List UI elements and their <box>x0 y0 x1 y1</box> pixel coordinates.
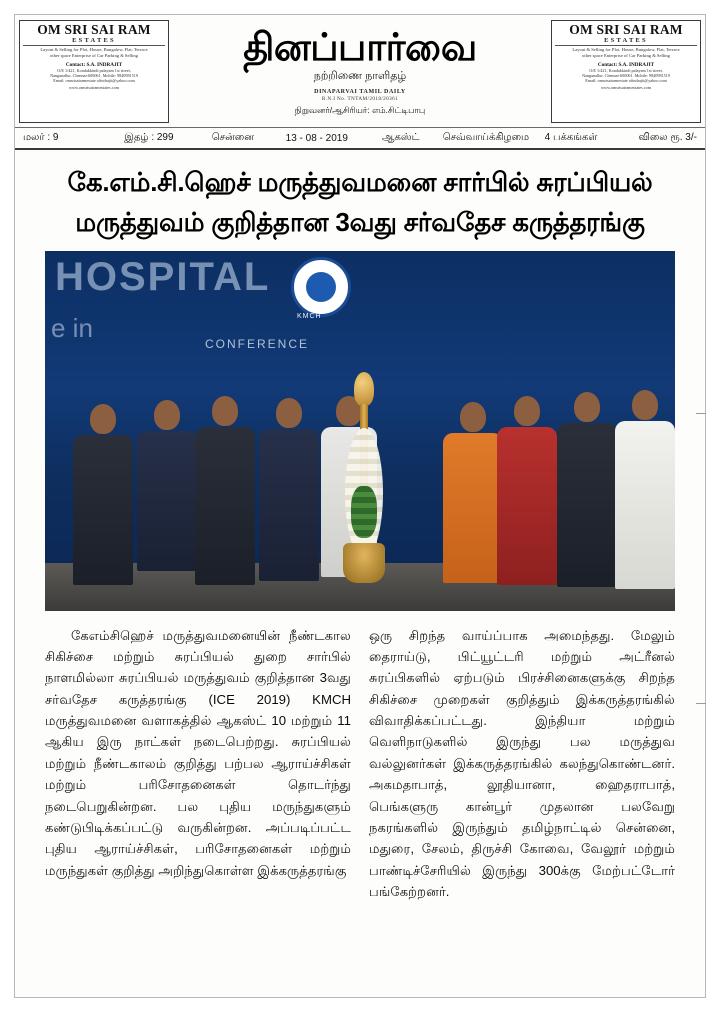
person-head <box>574 392 600 422</box>
newspaper-title: தினப்பார்வை <box>243 27 477 70</box>
ad-left-address: O/E 1/421, Kondakkindi palayam 1st street, <box>57 67 131 73</box>
garland-leaves <box>351 486 377 538</box>
photo-person <box>259 398 319 581</box>
person-body <box>137 431 197 571</box>
lamp-base <box>343 543 385 583</box>
person-body <box>615 421 675 589</box>
page-edge-tick <box>696 703 706 704</box>
article-paragraph: கேஎம்சிஹெச் மருத்துவமனையின் நீண்டகால சிகிச்சை மற்றும் சுரப்பியல் துறை சார்பில் நாளமில்லா சுரப்பியல் மருத்துவம் குறித்தான 3வது சர்வதேச கருத்தரங்கு (ICE 2019) KMCH மருத்துவமனை வளாகத்தில் ஆகஸ்ட் 10 மற்றும் 11 ஆகிய இரு நாட்கள் நடைபெற்றது. சுரப்பியல் மற்றும் நீண்டகாலம் குறித்து பற்பல ஆராய்ச்சிகள் மற்றும் பரிசோதனைகள் தொடர்ந்து நடைபெறுகின்றன. பல புதிய மருந்துகளும் கண்டுபிடிக்கப்பட்டு வருகின்றன. அப்படிப்பட்ட புதிய ஆராய்ச்சிகள், பரிசோதனைகள் மற்றும் மருந்துகள் குறித்து அறிந்துகொள்ள இக்கருத்தரங்கு <box>45 627 351 878</box>
article-column-left <box>45 625 351 903</box>
ad-right-website[interactable]: www.omsrisairamestates.com <box>601 84 651 90</box>
kuthuvilakku-lamp-icon <box>341 368 387 583</box>
person-head <box>514 396 540 426</box>
ad-left[interactable] <box>19 20 169 123</box>
article-photo <box>45 251 675 611</box>
article-column-right <box>369 625 675 903</box>
newspaper-english-name: DINAPARVAI TAMIL DAILY <box>314 88 406 95</box>
photo-person <box>497 396 557 585</box>
person-body <box>73 435 133 585</box>
person-head <box>632 390 658 420</box>
headline-line-1: கே.எம்.சி.ஹெச் மருத்துவமனை சார்பில் சுரப்பியல் <box>67 167 653 197</box>
photo-person <box>195 396 255 585</box>
article-headline <box>15 150 705 249</box>
ad-left-email: Email: omsrisairamestate ofindrajit@yahoo.com <box>53 78 135 84</box>
ad-right-line1: Layout & Selling for Plot, House, Bungalow, Flat, Terrace <box>572 47 680 53</box>
photo-backdrop-text: HOSPITAL <box>55 254 271 299</box>
person-head <box>276 398 302 428</box>
ad-right-title: OM SRI SAI RAM <box>569 22 683 37</box>
date-label: 13 - 08 - 2019 <box>285 132 348 144</box>
newspaper-sheet <box>14 14 706 998</box>
headline-line-2: மருத்துவம் குறித்தான 3வது சர்வதேச கருத்தரங்கு <box>75 207 645 238</box>
ad-left-title: OM SRI SAI RAM <box>37 22 151 37</box>
person-body <box>557 423 617 587</box>
photo-backdrop-text-secondary: e in <box>51 312 93 343</box>
weekday-label: செவ்வாய்க்கிழமை <box>442 132 530 143</box>
ad-left-contact: Contact: S.A. INDRAJIT <box>65 61 123 68</box>
article-paragraph: ஒரு சிறந்த வாய்ப்பாக அமைந்தது. மேலும் தைராய்டு, பிட்யூட்டரி மற்றும் அட்ரீனல் சுரப்பிகளில் ஏற்படும் பிரச்சினைகளுக்கு சிறந்த சிகிச்சை முறைகள் குறித்தும் இக்கருத்தரங்கில் விவாதிக்கப்பட்டது. இந்தியா மற்றும் வெளிநாடுகளில் இருந்து பல மருத்துவ வல்லுனர்கள் இக்கருத்தரங்கில் கலந்துகொண்டனர். அகமதாபாத், லூதியானா, ஹைதராபாத், பெங்களுரு கான்பூர் முதலான பலவேறு நகரங்களில் இருந்தும் தமிழ்நாட்டில் சென்னை, மதுரை, சேலம், திருச்சி கோவை, வேலூர் மற்றும் பாண்டிச்சேரியில் இருந்து 300க்கு மேற்பட்டோர் பங்கேற்றனர். <box>369 627 675 900</box>
photo-person <box>615 390 675 589</box>
photo-logo-caption: KMCH <box>297 312 322 320</box>
place-label: சென்னை <box>211 132 254 143</box>
newspaper-editor: நிறுவனர்/ஆசிரியர்: எம்.சிட்டிபாபு <box>294 104 426 115</box>
ad-right-address2: Nanganallur, Chennai-600061. Mobile: 9840981519 <box>582 73 670 78</box>
masthead-center <box>173 15 547 127</box>
lamp-flame-icon <box>354 372 374 406</box>
ad-right-subtitle: ESTATES <box>555 37 697 46</box>
photo-person <box>557 392 617 587</box>
person-body <box>443 433 503 583</box>
person-head <box>154 400 180 430</box>
page-edge-tick <box>696 413 706 414</box>
photo-person <box>73 404 133 585</box>
ad-left-line1: Layout & Selling for Plot, House, Bungalow, Flat, Terrace <box>40 47 148 53</box>
masthead <box>15 15 705 128</box>
issue-label: இதழ் : 299 <box>124 132 174 143</box>
article-body <box>15 621 705 911</box>
ad-left-line2: other space Enterprise of Car Parking & Selling <box>50 53 138 59</box>
ad-left-website[interactable]: www.omsrisairamestates.com <box>69 84 119 90</box>
price-label: விலை ரூ. 3/- <box>638 132 697 143</box>
photo-banner-text: CONFERENCE <box>205 336 310 351</box>
ad-right-line2: other space Enterprise of Car Parking & Selling <box>582 53 670 59</box>
ad-right[interactable] <box>551 20 701 123</box>
ad-left-subtitle: ESTATES <box>23 37 165 46</box>
hospital-logo-inner-icon <box>306 272 336 302</box>
ad-right-email: Email: omsrisairamestate ofindrajit@yahoo.com <box>585 78 667 84</box>
volume-label: மலர் : 9 <box>23 132 59 143</box>
ad-right-contact: Contact: S.A. INDRAJIT <box>597 61 655 68</box>
issue-info-strip <box>15 128 705 150</box>
person-head <box>212 396 238 426</box>
person-body <box>497 427 557 585</box>
ad-right-address: O/E 1/421, Kondakkindi palayam 1st street, <box>589 67 663 73</box>
person-body <box>195 427 255 585</box>
person-head <box>460 402 486 432</box>
person-head <box>90 404 116 434</box>
photo-person <box>443 402 503 583</box>
page-count-label: 4 பக்கங்கள் <box>544 132 598 143</box>
ad-left-address2: Nanganallur, Chennai-600061. Mobile: 9840981519 <box>50 73 138 78</box>
newspaper-tagline: நற்றிணை நாளிதழ் <box>313 69 407 82</box>
photo-person <box>137 400 197 571</box>
month-label: ஆகஸ்ட் <box>381 132 420 143</box>
person-body <box>259 429 319 581</box>
hospital-logo-icon <box>291 257 351 317</box>
newspaper-rni: R.N.I No. TNTAM/2018/20361 <box>321 95 399 102</box>
